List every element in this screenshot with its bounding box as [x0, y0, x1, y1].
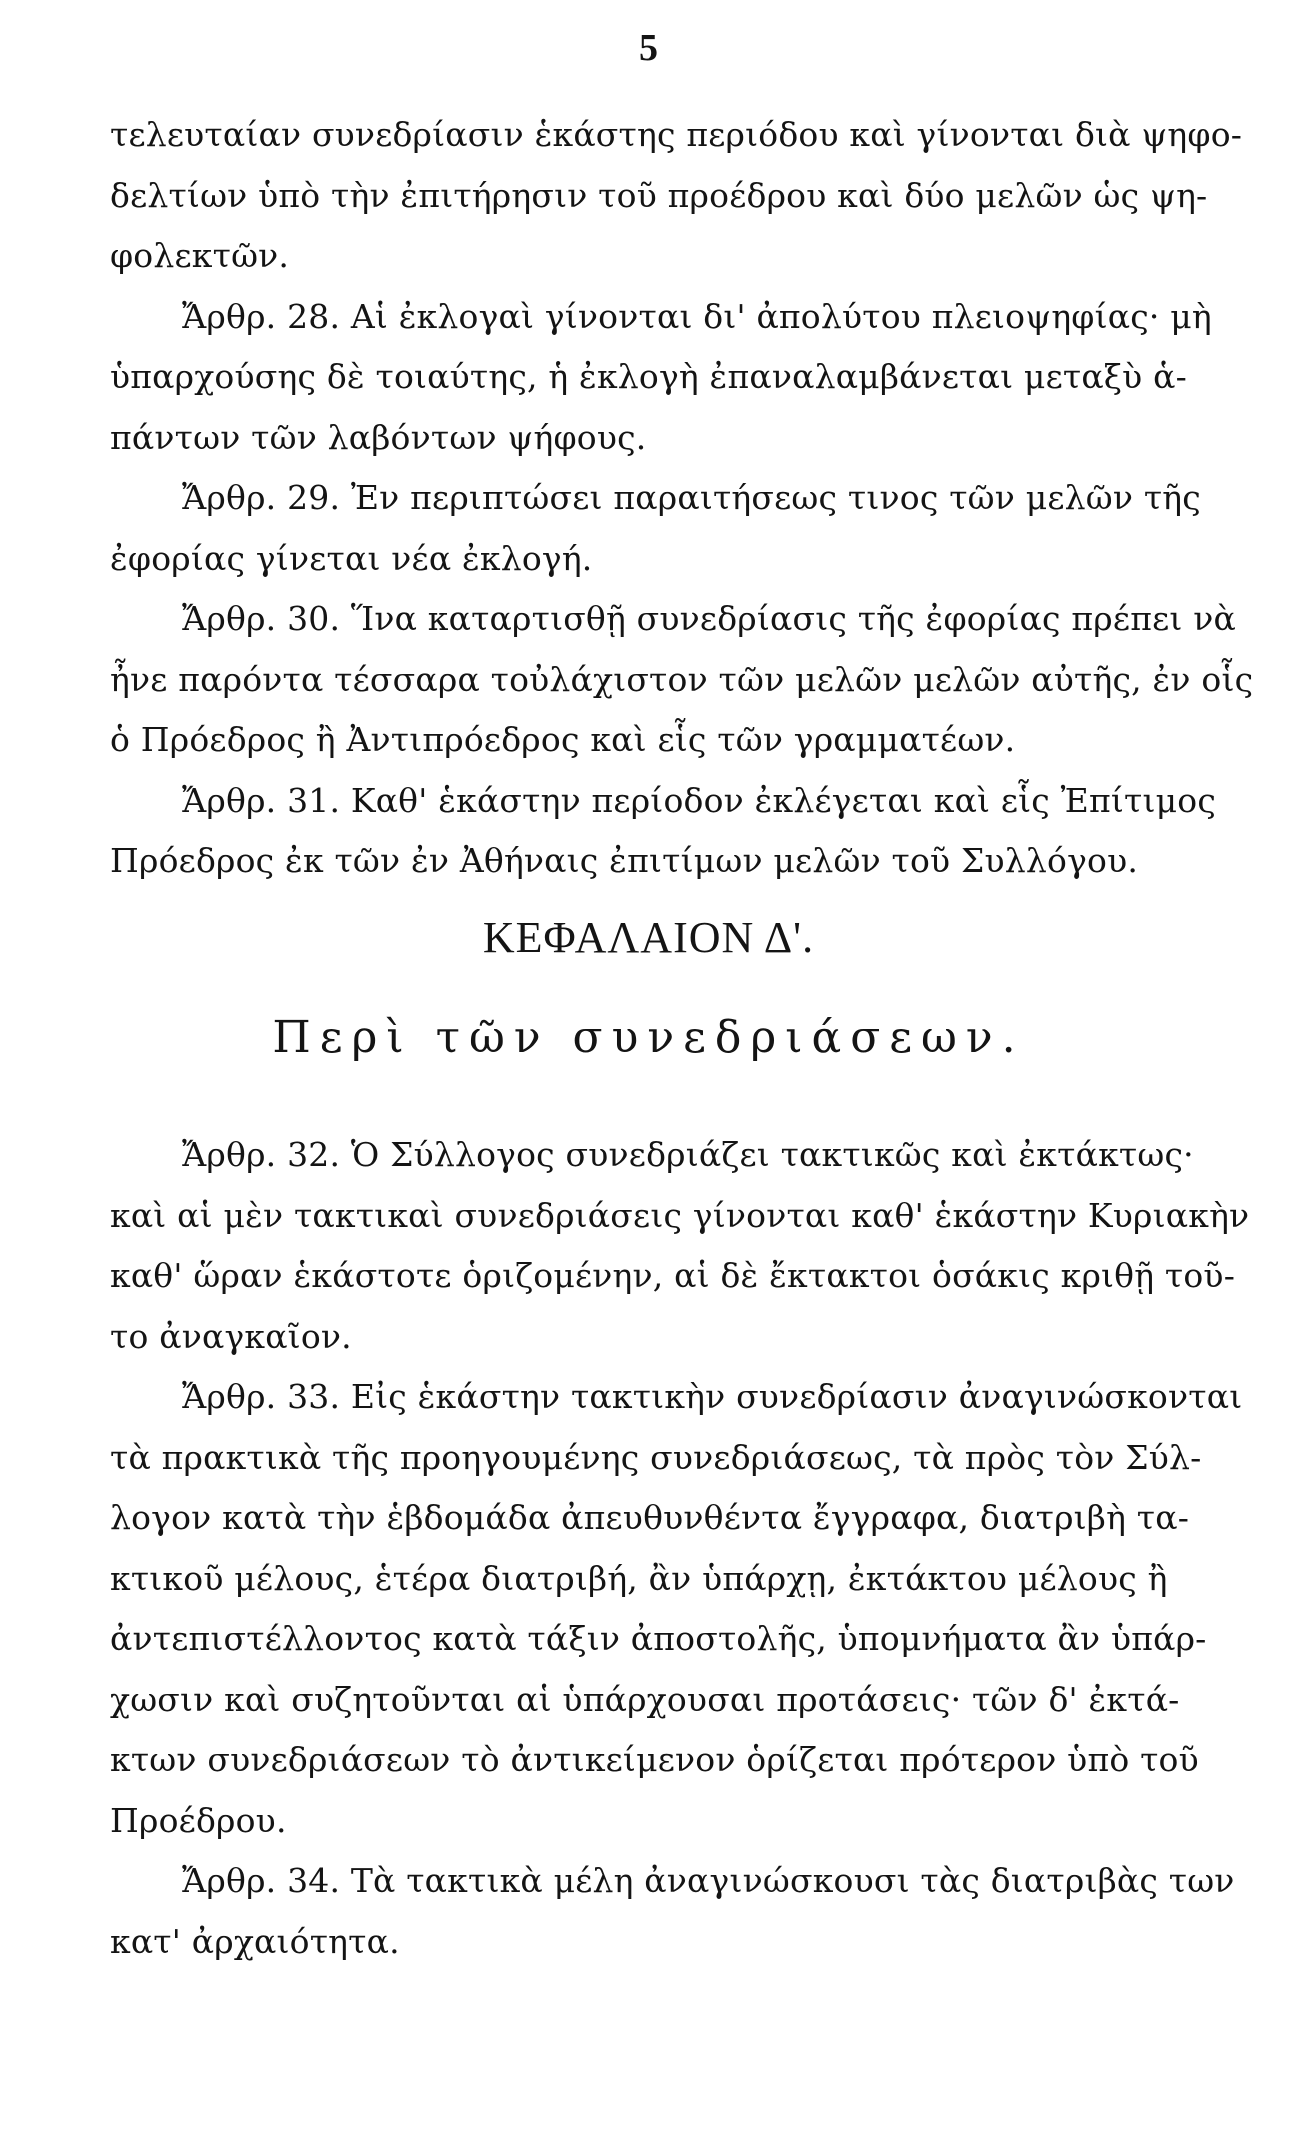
text-line: φολεκτῶν. [110, 236, 290, 275]
chapter-title: ΚΕΦΑΛΑΙΟΝ Δ'. [482, 913, 815, 962]
text-line: κτικοῦ μέλους, ἑτέρα διατριβή, ἂν ὑπάρχῃ, ἐκτάκτου μέλους ἢ [110, 1558, 1168, 1598]
text-line: Προέδρου. [110, 1800, 287, 1840]
text-line: τελευταίαν συνεδρίασιν ἑκάστης περιόδου καὶ γίνονται διὰ ψηφο- [110, 115, 1243, 154]
text-line: τὰ πρακτικὰ τῆς προηγουμένης συνεδριάσεως, τὰ πρὸς τὸν Σύλ- [110, 1437, 1202, 1477]
text-line: κατ' ἀρχαιότητα. [110, 1921, 400, 1961]
text-line: ἐφορίας γίνεται νέα ἐκλογή. [110, 538, 593, 578]
text-line: καθ' ὥραν ἑκάστοτε ὁριζομένην, αἱ δὲ ἔκτακτοι ὁσάκις κριθῇ τοῦ- [110, 1256, 1236, 1295]
page-number: 5 [639, 27, 658, 69]
article-32-start: Ἄρθρ. 32. Ὁ Σύλλογος συνεδριάζει τακτικῶς καὶ ἐκτάκτως· [182, 1135, 1194, 1174]
article-31-start: Ἄρθρ. 31. Καθ' ἑκάστην περίοδον ἐκλέγεται καὶ εἷς Ἐπίτιμος [182, 780, 1217, 820]
article-34-start: Ἄρθρ. 34. Τὰ τακτικὰ μέλη ἀναγινώσκουσι τὰς διατριβὰς των [182, 1861, 1235, 1900]
text-line: ὁ Πρόεδρος ἢ Ἀντιπρόεδρος καὶ εἷς τῶν γραμματέων. [110, 720, 1016, 759]
chapter-subtitle: Περὶ τῶν συνεδριάσεων. [272, 1012, 1025, 1063]
text-line: ὑπαρχούσης δὲ τοιαύτης, ἡ ἐκλογὴ ἐπαναλαμβάνεται μεταξὺ ἁ- [110, 357, 1187, 396]
text-line: ἦνε παρόντα τέσσαρα τοὐλάχιστον τῶν μελῶν μελῶν αὐτῆς, ἐν οἷς [110, 659, 1254, 699]
article-28-start: Ἄρθρ. 28. Αἱ ἐκλογαὶ γίνονται δι' ἀπολύτου πλειοψηφίας· μὴ [182, 296, 1212, 336]
text-line: το ἀναγκαῖον. [110, 1316, 352, 1356]
text-line: πάντων τῶν λαβόντων ψήφους. [110, 417, 647, 457]
article-30-start: Ἄρθρ. 30. Ἵνα καταρτισθῇ συνεδρίασις τῆς ἐφορίας πρέπει νὰ [182, 599, 1236, 638]
articles-block-1 [110, 105, 1254, 892]
text-line: καὶ αἱ μὲν τακτικαὶ συνεδριάσεις γίνονται καθ' ἑκάστην Κυριακὴν [110, 1195, 1250, 1235]
text-line: Πρόεδρος ἐκ τῶν ἐν Ἀθήναις ἐπιτίμων μελῶν τοῦ Συλλόγου. [110, 841, 1139, 880]
text-line: δελτίων ὑπὸ τὴν ἐπιτήρησιν τοῦ προέδρου καὶ δύο μελῶν ὡς ψη- [110, 175, 1208, 215]
article-33-start: Ἄρθρ. 33. Εἰς ἑκάστην τακτικὴν συνεδρίασιν ἀναγινώσκονται [182, 1377, 1243, 1416]
text-line: χωσιν καὶ συζητοῦνται αἱ ὑπάρχουσαι προτάσεις· τῶν δ' ἐκτά- [110, 1679, 1180, 1719]
articles-block-2 [110, 1125, 1250, 1972]
text-line: ἀντεπιστέλλοντος κατὰ τάξιν ἀποστολῆς, ὑπομνήματα ἂν ὑπάρ- [110, 1619, 1207, 1658]
text-line: λογον κατὰ τὴν ἑβδομάδα ἀπευθυνθέντα ἔγγραφα, διατριβὴ τα- [110, 1498, 1190, 1537]
text-line: κτων συνεδριάσεων τὸ ἀντικείμενον ὁρίζεται πρότερον ὑπὸ τοῦ [110, 1740, 1199, 1779]
article-29-start: Ἄρθρ. 29. Ἐν περιπτώσει παραιτήσεως τινος τῶν μελῶν τῆς [182, 478, 1201, 517]
